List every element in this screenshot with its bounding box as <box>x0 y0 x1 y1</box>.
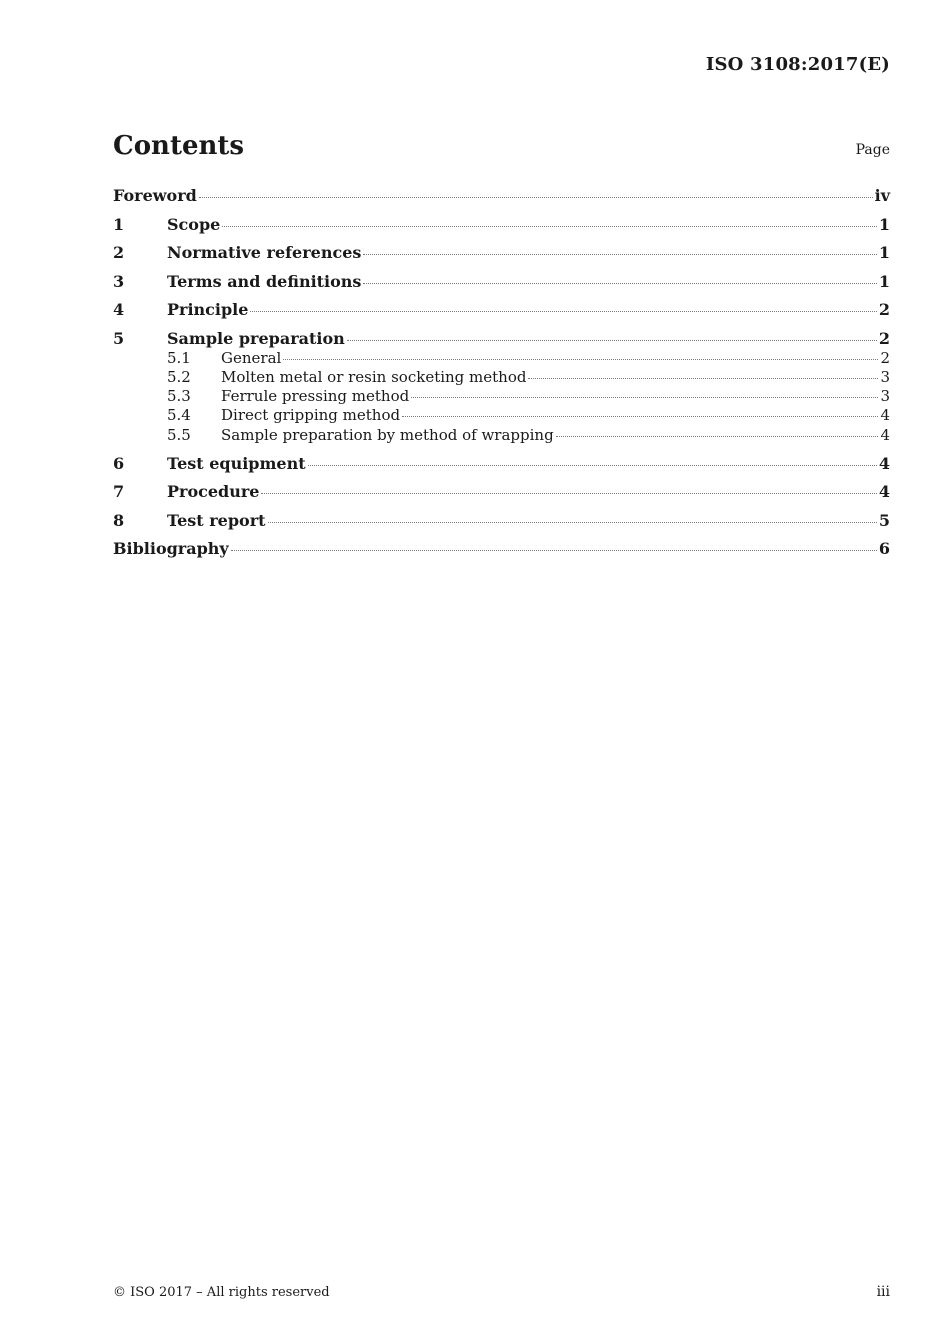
toc-entry-label: Sample preparation by method of wrapping <box>221 425 554 444</box>
toc-entry-bibliography[interactable] <box>113 539 890 568</box>
toc-entry-page: 3 <box>880 387 890 406</box>
toc-entry-page: 1 <box>878 243 890 262</box>
toc-entry-page: 3 <box>880 367 890 386</box>
toc-entry-wrapping-method[interactable] <box>113 426 890 454</box>
toc-entry-label: Principle <box>167 300 249 319</box>
toc-entry-label: Bibliography <box>113 539 229 559</box>
toc-entry-scope[interactable] <box>113 215 890 244</box>
dot-leader <box>402 416 878 417</box>
dot-leader <box>261 493 876 494</box>
page-column-label: Page <box>855 142 890 158</box>
toc-entry-page: 5 <box>878 510 890 530</box>
dot-leader <box>231 550 877 551</box>
toc-entry-label: Procedure <box>167 482 260 502</box>
toc-entry-page: 4 <box>880 406 890 425</box>
toc-entry-number: 5.1 <box>167 348 191 367</box>
toc-entry-number: 2 <box>113 243 125 262</box>
toc-entry-label: Test equipment <box>167 453 306 473</box>
dot-leader <box>411 397 878 398</box>
toc-entry-number: 8 <box>113 510 125 530</box>
toc-entry-sample-preparation[interactable] <box>113 329 890 349</box>
dot-leader <box>528 378 878 379</box>
dot-leader <box>268 522 877 523</box>
toc-entry-page: 2 <box>878 300 890 319</box>
toc-entry-label: Foreword <box>113 186 197 205</box>
dot-leader <box>222 226 877 227</box>
toc-entry-terms-and-definitions[interactable] <box>113 272 890 301</box>
toc-entry-foreword[interactable] <box>113 186 890 215</box>
toc-entry-number: 3 <box>113 271 125 291</box>
dot-leader <box>199 197 873 198</box>
toc-entry-page: 4 <box>878 482 890 502</box>
toc-entry-procedure[interactable] <box>113 482 890 511</box>
dot-leader <box>250 311 876 312</box>
toc-entry-number: 7 <box>113 482 125 502</box>
toc-entry-label: Direct gripping method <box>221 406 401 425</box>
document-id: ISO 3108:2017(E) <box>705 54 890 75</box>
toc-entry-number: 5.3 <box>167 387 191 406</box>
toc-entry-direct-gripping-method[interactable] <box>113 406 890 425</box>
table-of-contents <box>113 186 890 568</box>
dot-leader <box>283 359 878 360</box>
toc-entry-label: Molten metal or resin socketing method <box>221 367 527 386</box>
toc-entry-label: Ferrule pressing method <box>221 387 410 406</box>
toc-entry-label: Test report <box>167 510 266 530</box>
toc-entry-molten-metal-method[interactable] <box>113 368 890 387</box>
dot-leader <box>363 283 876 284</box>
toc-entry-ferrule-pressing-method[interactable] <box>113 387 890 406</box>
copyright-notice: © ISO 2017 – All rights reserved <box>113 1285 330 1300</box>
toc-entry-number: 4 <box>113 300 125 319</box>
dot-leader <box>556 436 879 437</box>
toc-entry-page: 2 <box>880 348 890 367</box>
toc-entry-test-report[interactable] <box>113 511 890 540</box>
toc-entry-label: Sample preparation <box>167 328 345 348</box>
toc-entry-label: General <box>221 348 282 367</box>
toc-entry-general[interactable] <box>113 349 890 368</box>
toc-entry-page: 2 <box>878 328 890 348</box>
toc-entry-number: 1 <box>113 214 125 234</box>
contents-title: Contents <box>113 131 245 161</box>
toc-entry-number: 5 <box>113 328 125 348</box>
toc-entry-page: 1 <box>878 271 890 291</box>
toc-entry-page: iv <box>874 186 890 205</box>
toc-entry-number: 5.2 <box>167 367 191 386</box>
toc-entry-normative-references[interactable] <box>113 243 890 272</box>
page-number: iii <box>876 1284 890 1300</box>
toc-entry-page: 4 <box>878 453 890 473</box>
toc-entry-number: 5.5 <box>167 425 191 444</box>
dot-leader <box>363 254 876 255</box>
dot-leader <box>308 465 877 466</box>
toc-entry-page: 1 <box>878 214 890 234</box>
toc-entry-test-equipment[interactable] <box>113 454 890 483</box>
toc-entry-principle[interactable] <box>113 300 890 329</box>
toc-entry-page: 4 <box>880 425 890 444</box>
toc-entry-number: 5.4 <box>167 406 191 425</box>
toc-entry-label: Normative references <box>167 243 362 262</box>
toc-entry-number: 6 <box>113 453 125 473</box>
dot-leader <box>347 340 877 341</box>
toc-entry-label: Terms and definitions <box>167 271 362 291</box>
toc-entry-page: 6 <box>878 539 890 559</box>
toc-entry-label: Scope <box>167 214 221 234</box>
